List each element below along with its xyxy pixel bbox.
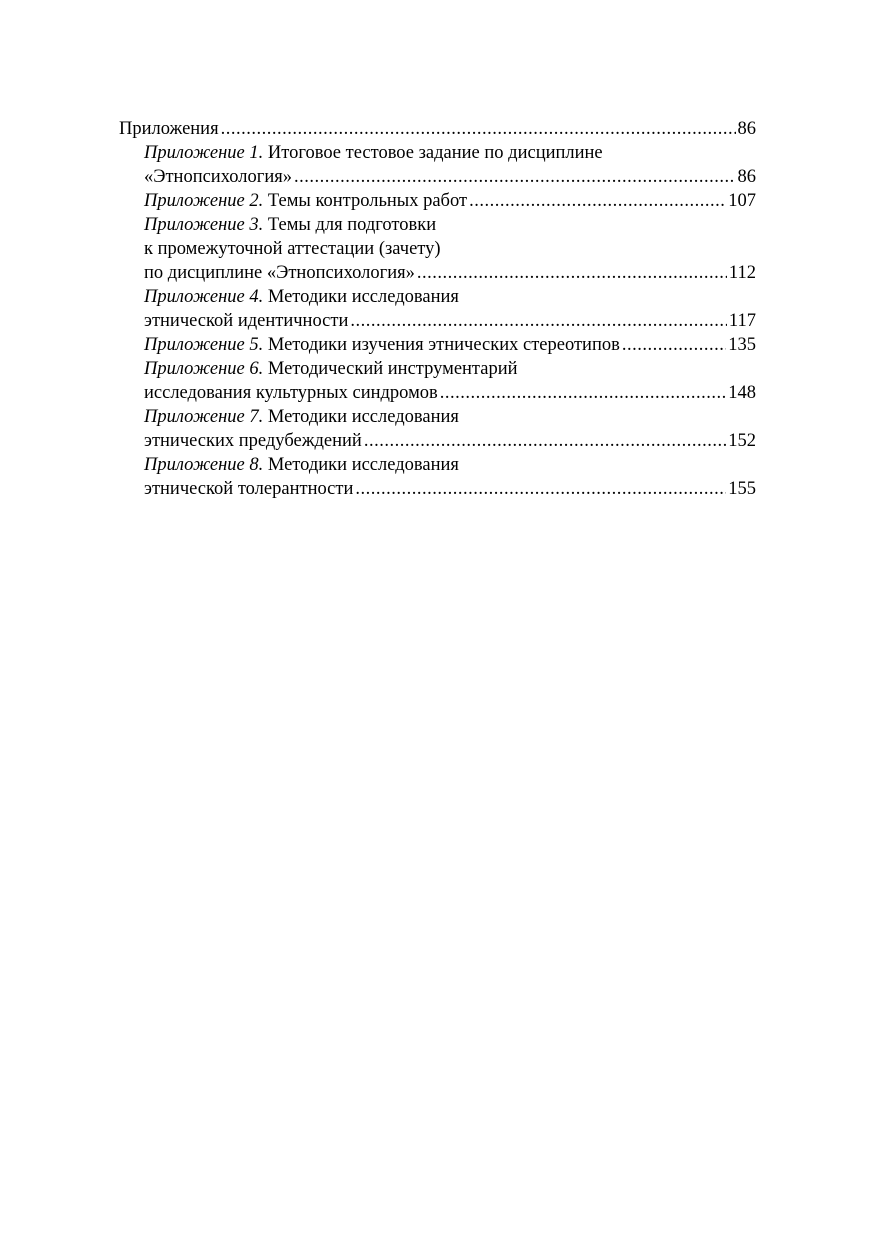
dot-leader <box>350 309 727 333</box>
dot-leader <box>622 333 726 357</box>
toc-page-number: 135 <box>728 335 756 355</box>
dot-leader <box>440 381 726 405</box>
toc-appendix-8[interactable] <box>119 453 756 501</box>
table-of-contents <box>119 117 756 501</box>
appendix-label: Приложение 1. <box>144 143 264 163</box>
toc-appendix-1[interactable] <box>119 141 756 189</box>
dot-leader <box>417 261 727 285</box>
toc-entry-title: Приложения <box>119 119 219 139</box>
dot-leader <box>364 429 726 453</box>
appendix-title-line: исследования культурных синдромов <box>144 383 438 403</box>
toc-appendix-5[interactable] <box>119 333 756 357</box>
dot-leader <box>221 117 736 141</box>
appendix-label: Приложение 4. <box>144 287 264 307</box>
appendix-title-line: к промежуточной аттестации (зачету) <box>144 239 441 259</box>
appendix-label: Приложение 3. <box>144 215 264 235</box>
toc-section-appendices[interactable] <box>119 117 756 141</box>
appendix-title-line: Методики исследования <box>267 455 459 475</box>
appendix-title-line: Методики исследования <box>267 407 459 427</box>
appendix-title-line: Итоговое тестовое задание по дисциплине <box>267 143 603 163</box>
appendix-title-line: этнических предубеждений <box>144 431 362 451</box>
toc-appendix-6[interactable] <box>119 357 756 405</box>
toc-page-number: 107 <box>728 191 756 211</box>
toc-page-number: 148 <box>728 383 756 403</box>
toc-appendix-4[interactable] <box>119 285 756 333</box>
toc-page-number: 86 <box>737 119 756 139</box>
appendix-label: Приложение 7. <box>144 407 264 427</box>
toc-appendix-7[interactable] <box>119 405 756 453</box>
toc-page-number: 86 <box>737 167 756 187</box>
appendix-label: Приложение 2. <box>144 191 264 211</box>
toc-page-number: 117 <box>728 311 756 331</box>
dot-leader <box>355 477 726 501</box>
toc-page-number: 112 <box>728 263 756 283</box>
toc-page-number: 152 <box>728 431 756 451</box>
appendix-title-line: Темы для подготовки <box>267 215 437 235</box>
toc-appendix-2[interactable] <box>119 189 756 213</box>
toc-appendix-3[interactable] <box>119 213 756 285</box>
appendix-label: Приложение 6. <box>144 359 264 379</box>
appendix-title-line: Методический инструментарий <box>267 359 518 379</box>
appendix-label: Приложение 8. <box>144 455 264 475</box>
appendix-title-line: по дисциплине «Этнопсихология» <box>144 263 415 283</box>
appendix-title-line: Темы контрольных работ <box>267 191 468 211</box>
toc-page-number: 155 <box>728 479 756 499</box>
appendix-label: Приложение 5. <box>144 335 264 355</box>
appendix-title-line: «Этнопсихология» <box>144 167 292 187</box>
dot-leader <box>294 165 736 189</box>
appendix-title-line: этнической толерантности <box>144 479 354 499</box>
appendix-title-line: Методики исследования <box>267 287 459 307</box>
appendix-title-line: Методики изучения этнических стереотипов <box>267 335 620 355</box>
dot-leader <box>469 189 726 213</box>
appendix-title-line: этнической идентичности <box>144 311 349 331</box>
